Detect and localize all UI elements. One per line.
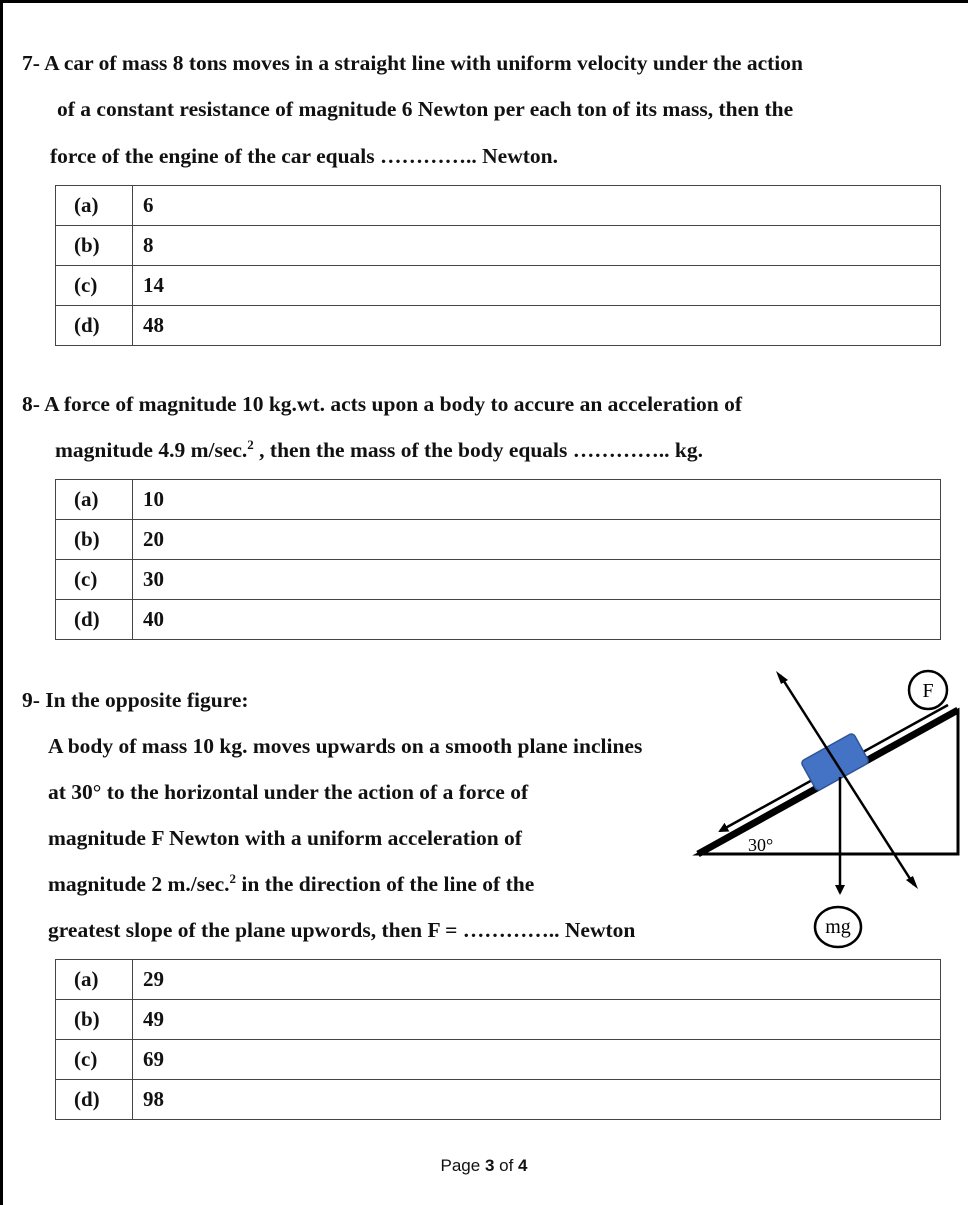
page-border-left	[0, 0, 3, 1205]
option-label: (a)	[56, 480, 133, 520]
option-value: 49	[133, 1000, 941, 1040]
force-label: F	[922, 680, 934, 702]
q8-line-2b: , then the mass of the body equals ………….. kg.	[253, 438, 703, 462]
q8-superscript: 2	[247, 436, 254, 452]
q8-option-c[interactable]	[56, 560, 941, 600]
q7-options-table	[55, 185, 941, 346]
inclined-plane-figure	[690, 665, 968, 955]
option-label: (c)	[56, 266, 133, 306]
q7-option-b[interactable]	[56, 226, 941, 266]
q9-line-5a: magnitude 2 m./sec.	[48, 872, 230, 896]
page-current: 3	[484, 1156, 495, 1175]
q9-line-5	[48, 871, 534, 897]
q8-line-2	[55, 437, 703, 463]
q9-options-table	[55, 959, 941, 1120]
option-label: (c)	[56, 560, 133, 600]
option-label: (c)	[56, 1040, 133, 1080]
q7-option-c[interactable]	[56, 266, 941, 306]
q9-option-a[interactable]	[56, 960, 941, 1000]
option-label: (a)	[56, 960, 133, 1000]
option-value: 8	[133, 226, 941, 266]
q9-option-b[interactable]	[56, 1000, 941, 1040]
q7-line-3: force of the engine of the car equals ………….. Newton.	[50, 144, 558, 168]
q7-option-d[interactable]	[56, 306, 941, 346]
normal-arrowhead	[776, 671, 788, 684]
q8-option-d[interactable]	[56, 600, 941, 640]
q9-line-2: A body of mass 10 kg. moves upwards on a smooth plane inclines	[48, 734, 643, 758]
option-value: 20	[133, 520, 941, 560]
q8-option-a[interactable]	[56, 480, 941, 520]
option-value: 69	[133, 1040, 941, 1080]
option-label: (d)	[56, 600, 133, 640]
q7-line-1: 7- A car of mass 8 tons moves in a straight line with uniform velocity under the action	[22, 51, 803, 75]
option-value: 30	[133, 560, 941, 600]
option-label: (d)	[56, 306, 133, 346]
q9-option-c[interactable]	[56, 1040, 941, 1080]
q8-line-1: 8- A force of magnitude 10 kg.wt. acts upon a body to accure an acceleration of	[22, 392, 742, 416]
option-value: 98	[133, 1080, 941, 1120]
page-border-top	[0, 0, 968, 3]
option-label: (d)	[56, 1080, 133, 1120]
q8-options-table	[55, 479, 941, 640]
option-value: 48	[133, 306, 941, 346]
option-value: 6	[133, 186, 941, 226]
option-value: 40	[133, 600, 941, 640]
normal-bottom-arrowhead	[906, 876, 918, 889]
q8-line-2a: magnitude 4.9 m/sec.	[55, 438, 248, 462]
weight-label: mg	[825, 916, 851, 938]
option-value: 29	[133, 960, 941, 1000]
page-middle: of	[494, 1156, 519, 1175]
q9-option-d[interactable]	[56, 1080, 941, 1120]
q9-line-6: greatest slope of the plane upwords, then F = ………….. Newton	[48, 918, 636, 942]
page-total: 4	[518, 1156, 528, 1175]
angle-label: 30°	[748, 835, 774, 855]
option-label: (b)	[56, 226, 133, 266]
q9-line-3: at 30° to the horizontal under the action of a force of	[48, 780, 529, 804]
option-value: 10	[133, 480, 941, 520]
q9-line-4: magnitude F Newton with a uniform acceleration of	[48, 826, 522, 850]
page-number	[0, 1156, 968, 1176]
page-prefix: Page	[440, 1156, 485, 1175]
q9-line-5b: in the direction of the line of the	[236, 872, 535, 896]
option-label: (b)	[56, 1000, 133, 1040]
q9-superscript: 2	[229, 870, 237, 886]
q9-line-1: 9- In the opposite figure:	[22, 688, 249, 712]
q7-line-2: of a constant resistance of magnitude 6 Newton per each ton of its mass, then the	[57, 97, 794, 121]
q7-option-a[interactable]	[56, 186, 941, 226]
option-label: (a)	[56, 186, 133, 226]
option-value: 14	[133, 266, 941, 306]
q8-option-b[interactable]	[56, 520, 941, 560]
option-label: (b)	[56, 520, 133, 560]
